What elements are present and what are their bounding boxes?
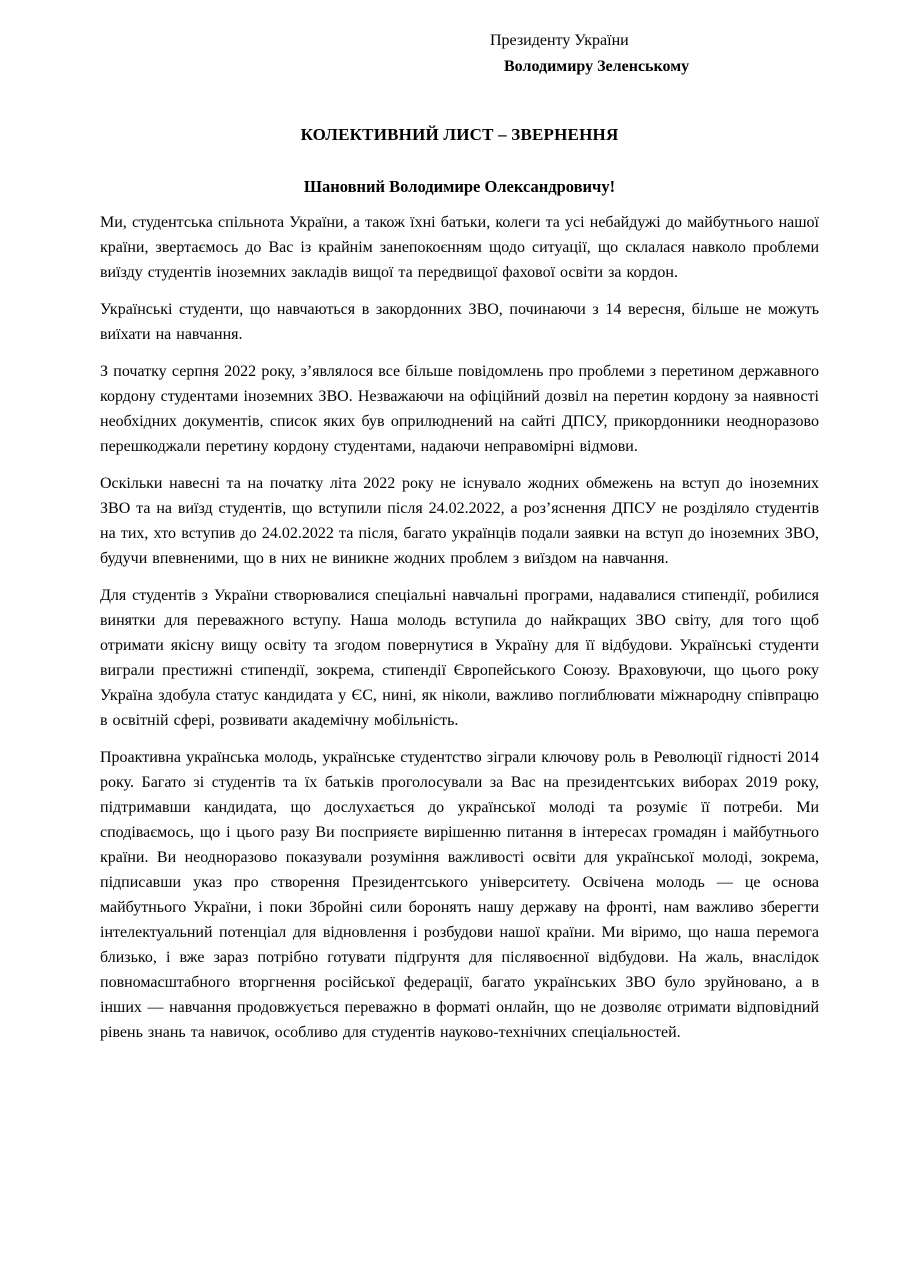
paragraph-border-issues: З початку серпня 2022 року, з’являлося все більше повідомлень про проблеми з перетином державного кордону студентами іноземних ЗВО. Незважаючи на офіційний дозвіл на перетин кордону за наявності необхідних документів, список яких був оприлюднений на сайті ДПСУ, прикордонники неодноразово перешкоджали перетину кордону студентами, надаючи неправомірні відмови. (100, 363, 819, 455)
paragraph-travel-ban: Українські студенти, що навчаються в закордонних ЗВО, починаючи з 14 вересня, більше не можуть виїхати на навчання. (100, 301, 819, 343)
recipient-name: Володимиру Зеленському (504, 58, 690, 75)
paragraph-youth-role: Проактивна українська молодь, українське студентство зіграли ключову роль в Революції гідності 2014 року. Багато зі студентів та їх батьків проголосували за Вас на президентських виборах 2019 року, підтримавши кандидата, що дослухається до української молоді та розуміє її потреби. Ми сподіваємось, що і цього разу Ви посприяєте вирішенню питання в інтересах громадян і майбутнього країни. Ви неодноразово показували розуміння важливості освіти для української молоді, зокрема, підписавши указ про створення Президентського університету. Освічена молодь — це основа майбутнього України, і поки Збройні сили боронять нашу державу на фронті, нам важливо зберегти інтелектуальний потенціал для відновлення і розбудови нашої країни. Ми віримо, що наша перемога близько, і вже зараз потрібно готувати підґрунтя для післявоєнної відбудови. На жаль, внаслідок повномасштабного вторгнення російської федерації, багато українських ЗВО було зруйновано, а в інших — навчання продовжується переважно в форматі онлайн, що не дозволяє отримати відповідний рівень знань та навичок, особливо для студентів науково-технічних спеціальностей. (100, 749, 819, 1041)
paragraph-programs-eu: Для студентів з України створювалися спеціальні навчальні програми, надавалися стипендії, робилися винятки для переважного вступу. Наша молодь вступила до найкращих ЗВО світу, для того щоб отримати якісну вищу освіту та згодом повернутися в Україну для її відбудови. Українські студенти виграли престижні стипендії, зокрема, стипендії Європейського Союзу. Враховуючи, що цього року Україна здобула статус кандидата у ЄС, нині, як ніколи, важливо поглиблювати міжнародну співпрацю в освітній сфері, розвивати академічну мобільність. (100, 587, 819, 729)
paragraph-admissions: Оскільки навесні та на початку літа 2022 року не існувало жодних обмежень на вступ до іноземних ЗВО та на виїзд студентів, що вступили після 24.02.2022, а роз’яснення ДПСУ не розділяло студентів на тих, хто вступив до 24.02.2022 та після, багато українців подали заявки на вступ до іноземних ЗВО, будучи впевненими, що в них не виникне жодних проблем з виїздом на навчання. (100, 475, 819, 567)
recipient-block (490, 28, 819, 80)
letter-body (100, 210, 819, 1045)
paragraph-intro: Ми, студентська спільнота України, а також їхні батьки, колеги та усі небайдужі до майбутнього нашої країни, звертаємось до Вас із крайнім занепокоєнням щодо ситуації, що склалася навколо проблеми виїзду студентів іноземних закладів вищої та передвищої фахової освіти за кордон. (100, 214, 819, 281)
recipient-office: Президенту України (490, 32, 629, 49)
letter-title: КОЛЕКТИВНИЙ ЛИСТ – ЗВЕРНЕННЯ (300, 125, 619, 144)
salutation: Шановний Володимире Олександровичу! (303, 177, 616, 196)
